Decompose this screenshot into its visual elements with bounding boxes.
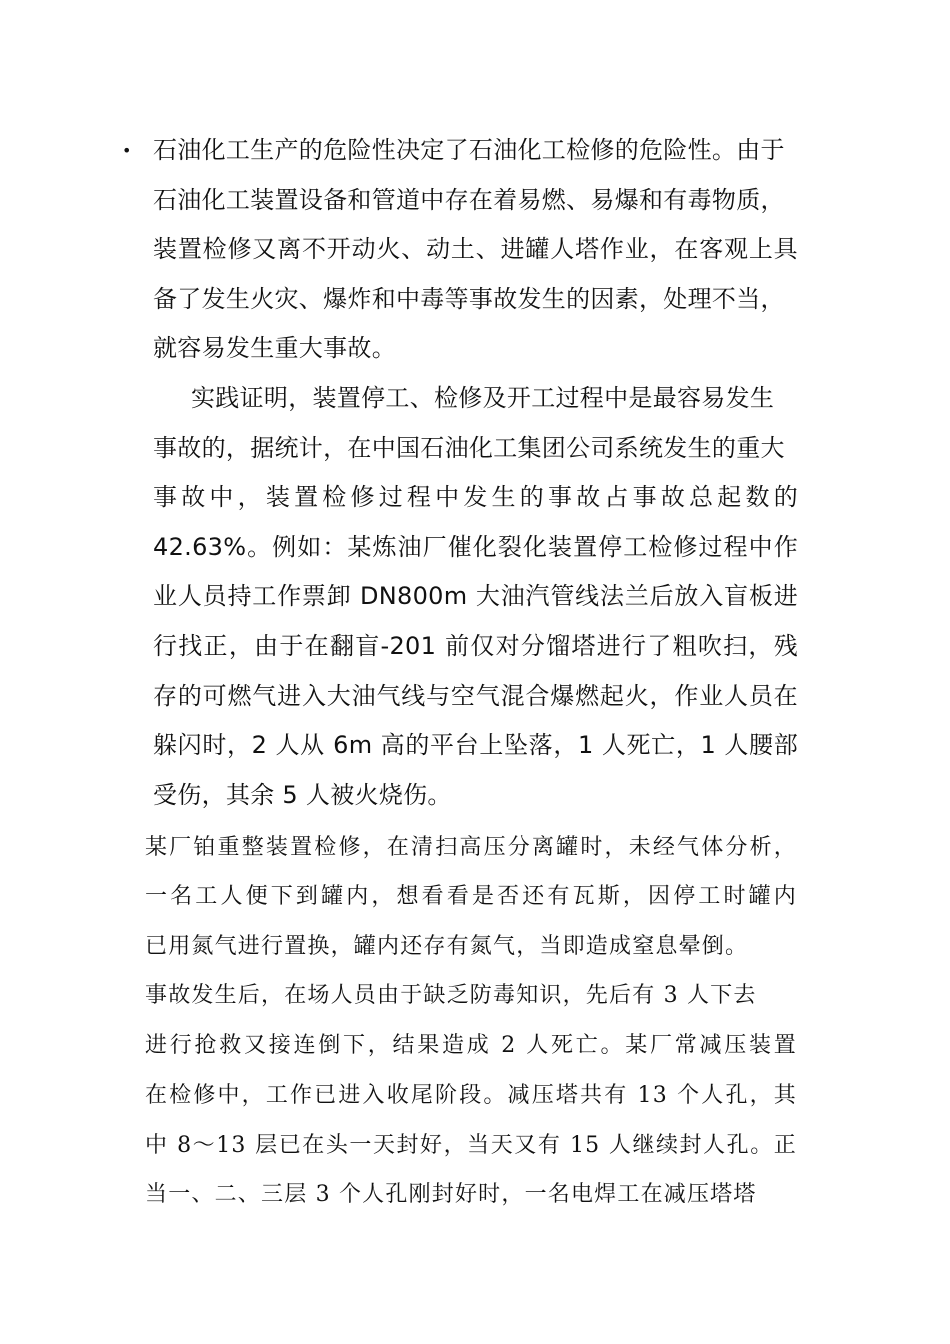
paragraph-2-line-9: 受伤，其余 5 人被火烧伤。 — [153, 781, 452, 809]
paragraph-2-line-8: 躲闪时，2 人从 6m 高的平台上坠落，1 人死亡，1 人腰部 — [153, 731, 798, 759]
paragraph-2-line-1: 实践证明，装置停工、检修及开工过程中是最容易发生 — [191, 384, 775, 412]
paragraph-1-line-4: 备了发生火灾、爆炸和中毒等事故发生的因素，处理不当， — [153, 285, 785, 313]
paragraph-3-line-7: 中 8～13 层已在头一天封好，当天又有 15 人继续封人孔。正 — [145, 1133, 797, 1158]
paragraph-2-line-2: 事故的，据统计，在中国石油化工集团公司系统发生的重大 — [153, 434, 785, 462]
paragraph-2-line-7: 存的可燃气进入大油气线与空气混合爆燃起火，作业人员在 — [153, 682, 798, 710]
paragraph-3-line-5: 进行抢救又接连倒下，结果造成 2 人死亡。某厂常减压装置 — [145, 1033, 797, 1058]
paragraph-2-line-6: 行找正，由于在翻盲-201 前仅对分馏塔进行了粗吹扫，残 — [153, 632, 798, 660]
paragraph-2-line-4: 42.63%。例如：某炼油厂催化裂化装置停工检修过程中作 — [153, 533, 798, 561]
paragraph-3-line-8: 当一、二、三层 3 个人孔刚封好时，一名电焊工在减压塔塔 — [145, 1182, 757, 1207]
paragraph-1-line-3: 装置检修又离不开动火、动土、进罐人塔作业，在客观上具 — [153, 235, 798, 263]
bullet-marker: • — [122, 141, 132, 160]
paragraph-3-line-1: 某厂铂重整装置检修，在清扫高压分离罐时，未经气体分析， — [145, 835, 797, 860]
paragraph-1-line-1: 石油化工生产的危险性决定了石油化工检修的危险性。由于 — [153, 136, 785, 164]
paragraph-3-line-3: 已用氮气进行置换，罐内还存有氮气，当即造成窒息晕倒。 — [145, 934, 749, 959]
paragraph-2-line-3: 事故中，装置检修过程中发生的事故占事故总起数的 — [153, 483, 798, 511]
paragraph-3-line-2: 一名工人便下到罐内，想看看是否还有瓦斯，因停工时罐内 — [145, 884, 797, 909]
paragraph-3-line-6: 在检修中，工作已进入收尾阶段。减压塔共有 13 个人孔，其 — [145, 1083, 797, 1108]
paragraph-2-line-5: 业人员持工作票卸 DN800m 大油汽管线法兰后放入盲板进 — [153, 582, 798, 610]
paragraph-1-line-5: 就容易发生重大事故。 — [153, 334, 396, 362]
paragraph-3-line-4: 事故发生后，在场人员由于缺乏防毒知识，先后有 3 人下去 — [145, 983, 757, 1008]
paragraph-1-line-2: 石油化工装置设备和管道中存在着易燃、易爆和有毒物质， — [153, 186, 785, 214]
